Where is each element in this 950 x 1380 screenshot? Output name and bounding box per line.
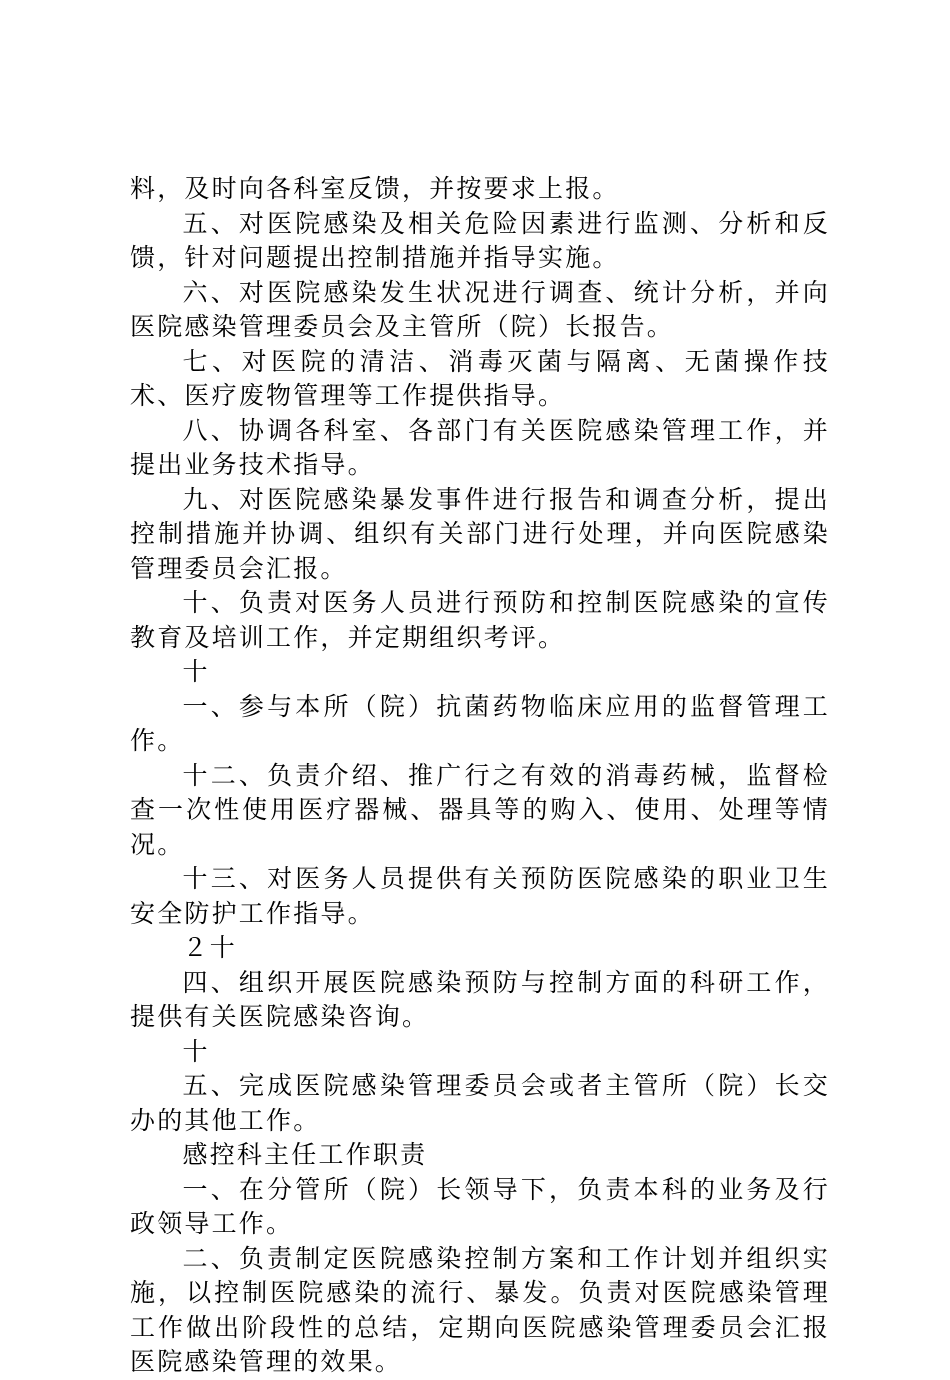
paragraph: 十二、负责介绍、推广行之有效的消毒药械，监督检查一次性使用医疗器械、器具等的购入、使用、处理等情况。 — [130, 760, 830, 859]
paragraph: 八、协调各科室、各部门有关医院感染管理工作，并提出业务技术指导。 — [130, 415, 830, 479]
paragraph: 十三、对医务人员提供有关预防医院感染的职业卫生安全防护工作指导。 — [130, 864, 830, 928]
section-heading: 感控科主任工作职责 — [182, 1140, 428, 1169]
paragraph: 十 — [182, 657, 210, 686]
paragraph: 料，及时向各科室反馈，并按要求上报。 — [130, 174, 620, 203]
paragraph: 十 — [182, 1036, 210, 1066]
paragraph: 十、负责对医务人员进行预防和控制医院感染的宣传教育及培训工作，并定期组织考评。 — [130, 588, 830, 652]
paragraph: 九、对医院感染暴发事件进行报告和调查分析，提出控制措施并协调、组织有关部门进行处理，并向医院感染管理委员会汇报。 — [130, 484, 830, 583]
paragraph: 六、对医院感染发生状况进行调查、统计分析，并向医院感染管理委员会及主管所（院）长报告。 — [130, 277, 830, 341]
paragraph: ２十 — [182, 933, 237, 962]
document-body — [130, 172, 830, 1380]
paragraph: 五、对医院感染及相关危险因素进行监测、分析和反馈，针对问题提出控制措施并指导实施。 — [130, 208, 830, 272]
paragraph: 一、参与本所（院）抗菌药物临床应用的监督管理工作。 — [130, 691, 830, 755]
paragraph: 七、对医院的清洁、消毒灭菌与隔离、无菌操作技术、医疗废物管理等工作提供指导。 — [130, 346, 830, 410]
paragraph: 二、负责制定医院感染控制方案和工作计划并组织实施，以控制医院感染的流行、暴发。负责对医院感染管理工作做出阶段性的总结，定期向医院感染管理委员会汇报医院感染管理的效果。 — [130, 1243, 830, 1376]
paragraph: 一、在分管所（院）长领导下，负责本科的业务及行政领导工作。 — [130, 1174, 830, 1238]
paragraph: 四、组织开展医院感染预防与控制方面的科研工作，提供有关医院感染咨询。 — [130, 967, 830, 1031]
paragraph: 五、完成医院感染管理委员会或者主管所（院）长交办的其他工作。 — [130, 1071, 830, 1135]
